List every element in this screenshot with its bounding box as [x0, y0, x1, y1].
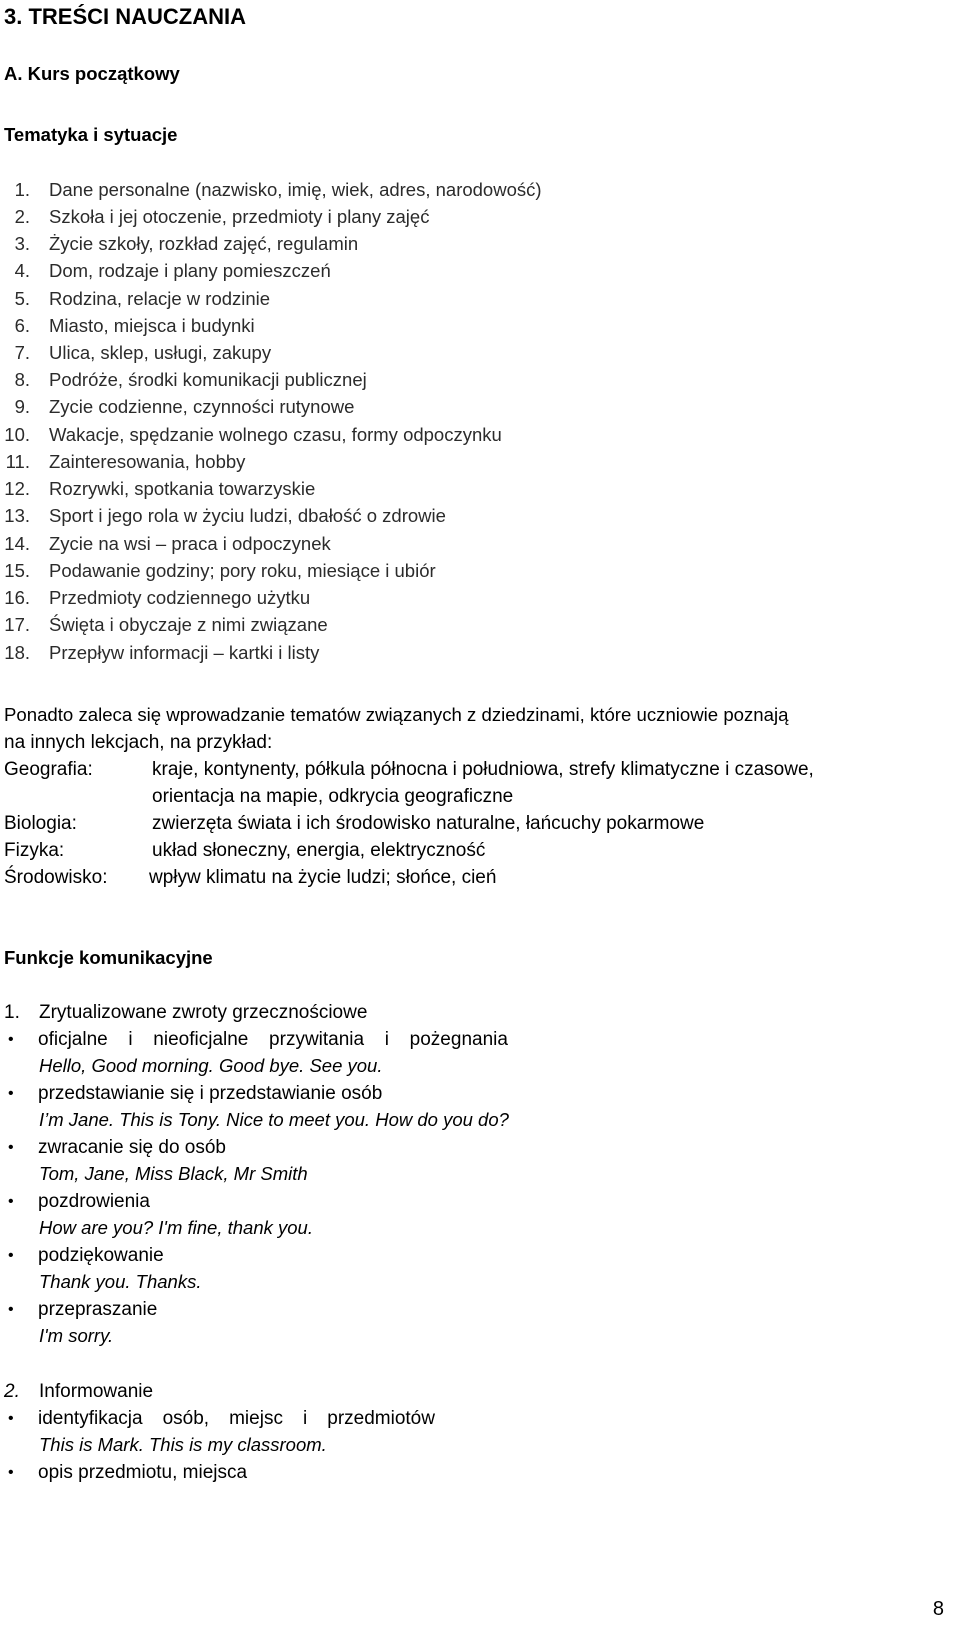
list-item-number: 17.	[4, 614, 30, 635]
functions-title: Funkcje komunikacyjne	[4, 947, 213, 968]
list-item-text: podziękowanie	[38, 1245, 164, 1266]
list-item-text: Życie szkoły, rozkład zajęć, regulamin	[49, 233, 359, 254]
example-phrase: Thank you. Thanks.	[39, 1271, 202, 1292]
list-item-text: Miasto, miejsca i budynki	[49, 315, 255, 336]
intro-paragraph-line: na innych lekcjach, na przykład:	[4, 732, 273, 753]
list-item-text: Zycie na wsi – praca i odpoczynek	[49, 533, 331, 554]
list-item-number: 12.	[4, 478, 30, 499]
list-item-number: 10.	[4, 424, 30, 445]
list-item-text: opis przedmiotu, miejsca	[38, 1462, 248, 1483]
list-item-number: 15.	[4, 560, 30, 581]
list-item-number: 8.	[14, 369, 30, 390]
list-item-text: Zycie codzienne, czynności rutynowe	[49, 396, 355, 417]
list-item-text: oficjalne i nieoficjalne przywitania i pożegnania	[38, 1029, 508, 1050]
list-item-text: Rozrywki, spotkania towarzyskie	[49, 478, 316, 499]
subject-text-biologia: zwierzęta świata i ich środowisko naturalne, łańcuchy pokarmowe	[152, 813, 705, 834]
bullet-icon: •	[8, 1301, 14, 1318]
subject-text-geografia: kraje, kontynenty, półkula północna i południowa, strefy klimatyczne i czasowe,	[152, 759, 814, 780]
list-item-number: 4.	[14, 260, 30, 281]
list-item-number: 2.	[14, 206, 30, 227]
list-item-text: przedstawianie się i przedstawianie osób	[38, 1083, 383, 1104]
subject-label-fizyka: Fizyka:	[4, 840, 65, 861]
example-phrase: Tom, Jane, Miss Black, Mr Smith	[39, 1163, 308, 1184]
list-item-text: Dom, rodzaje i plany pomieszczeń	[49, 260, 331, 281]
list-item-text: Podawanie godziny; pory roku, miesiące i ubiór	[49, 560, 436, 581]
list-item-text: Przepływ informacji – kartki i listy	[49, 642, 320, 663]
list-item-number: 3.	[14, 233, 30, 254]
subject-text-geografia-cont: orientacja na mapie, odkrycia geograficzne	[152, 786, 514, 807]
subsection-heading: A. Kurs początkowy	[4, 63, 180, 84]
list-item-text: przepraszanie	[38, 1299, 158, 1320]
list-item-text: Zainteresowania, hobby	[49, 451, 246, 472]
list-item-number: 14.	[4, 533, 30, 554]
list-item-number: 18.	[4, 642, 30, 663]
list-item-text: Przedmioty codziennego użytku	[49, 587, 311, 608]
bullet-icon: •	[8, 1410, 14, 1427]
list-item-text: Podróże, środki komunikacji publicznej	[49, 369, 367, 390]
list-item-text: Wakacje, spędzanie wolnego czasu, formy odpoczynku	[49, 424, 502, 445]
list-item-number: 6.	[14, 315, 30, 336]
bullet-icon: •	[8, 1085, 14, 1102]
list-item-number: 16.	[4, 587, 30, 608]
section-number: 2.	[4, 1381, 20, 1402]
example-phrase: I’m Jane. This is Tony. Nice to meet you. How do you do?	[39, 1109, 509, 1130]
subject-text-srodowisko: wpływ klimatu na życie ludzi; słońce, cień	[149, 867, 497, 888]
example-phrase: I'm sorry.	[39, 1325, 114, 1346]
list-item-number: 7.	[14, 342, 30, 363]
section-heading: 3. TREŚCI NAUCZANIA	[4, 4, 247, 29]
list-item-text: zwracanie się do osób	[38, 1137, 226, 1158]
list-item-number: 5.	[14, 288, 30, 309]
list-item-text: Rodzina, relacje w rodzinie	[49, 288, 271, 309]
subject-label-srodowisko: Środowisko:	[4, 867, 108, 888]
list-item-number: 1.	[14, 179, 30, 200]
example-phrase: This is Mark. This is my classroom.	[39, 1434, 327, 1455]
list-item-text: Szkoła i jej otoczenie, przedmioty i plany zajęć	[49, 206, 430, 227]
list-item-number: 11.	[5, 451, 30, 472]
section-title: Zrytualizowane zwroty grzecznościowe	[39, 1002, 368, 1023]
list-item-number: 9.	[14, 396, 30, 417]
list-item-text: Ulica, sklep, usługi, zakupy	[49, 342, 272, 363]
section-title: Informowanie	[39, 1381, 154, 1402]
bullet-icon: •	[8, 1464, 14, 1481]
list-item-text: Dane personalne (nazwisko, imię, wiek, adres, narodowość)	[49, 179, 542, 200]
example-phrase: Hello, Good morning. Good bye. See you.	[39, 1055, 383, 1076]
list-item-number: 13.	[4, 505, 30, 526]
bullet-icon: •	[8, 1031, 14, 1048]
list-item-text: pozdrowienia	[38, 1191, 150, 1212]
subject-text-fizyka: układ słoneczny, energia, elektryczność	[152, 840, 486, 861]
bullet-icon: •	[8, 1193, 14, 1210]
example-phrase: How are you? I'm fine, thank you.	[39, 1217, 313, 1238]
subject-label-geografia: Geografia:	[4, 759, 93, 780]
list-item-text: identyfikacja osób, miejsc i przedmiotów	[38, 1408, 435, 1429]
page-number: 8	[932, 1598, 944, 1620]
bullet-icon: •	[8, 1139, 14, 1156]
bullet-icon: •	[8, 1247, 14, 1264]
intro-paragraph-line: Ponadto zaleca się wprowadzanie tematów związanych z dziedzinami, które uczniowie poznają	[4, 704, 789, 725]
subject-label-biologia: Biologia:	[4, 813, 77, 834]
topics-title: Tematyka i sytuacje	[4, 124, 178, 145]
list-item-text: Święta i obyczaje z nimi związane	[49, 614, 328, 635]
list-item-text: Sport i jego rola w życiu ludzi, dbałość o zdrowie	[49, 505, 446, 526]
section-number: 1.	[4, 1002, 20, 1023]
